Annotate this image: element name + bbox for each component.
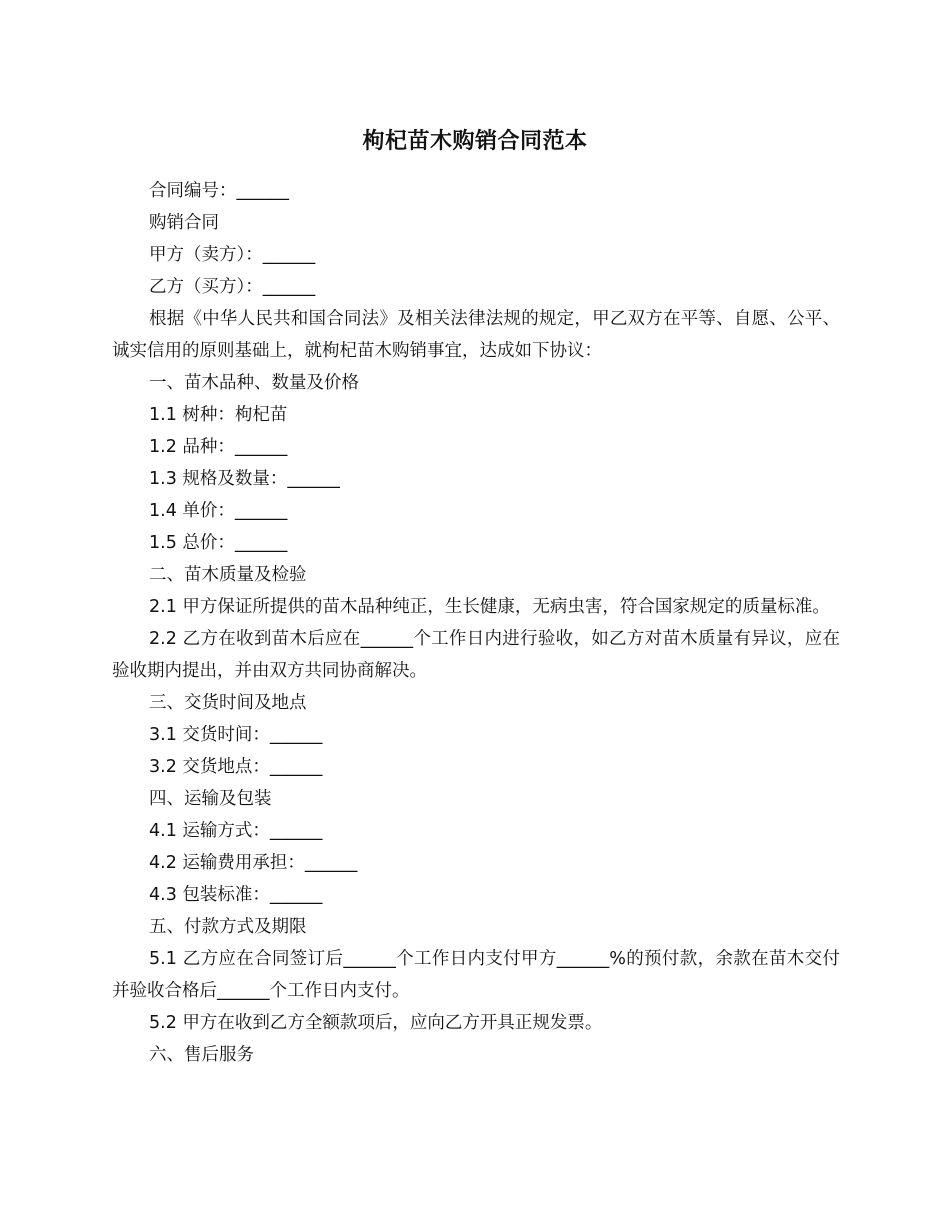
document-body	[112, 175, 840, 1071]
clause: 5.2 甲方在收到乙方全额款项后，应向乙方开具正规发票。	[149, 1013, 603, 1033]
clause: 4.1 运输方式：______	[149, 821, 323, 841]
clause: 1.2 品种：______	[149, 437, 288, 457]
clause: 3.1 交货时间：______	[149, 725, 323, 745]
section-heading: 一、苗木品种、数量及价格	[149, 373, 359, 393]
section-heading: 五、付款方式及期限	[149, 917, 307, 937]
party-b-line: 乙方（买方）：______	[149, 277, 316, 297]
clause: 1.4 单价：______	[149, 501, 288, 521]
clause: 4.2 运输费用承担：______	[149, 853, 358, 873]
clause: 4.3 包装标准：______	[149, 885, 323, 905]
party-a-line: 甲方（卖方）：______	[149, 245, 316, 265]
clause: 5.1 乙方应在合同签订后______个工作日内支付甲方______%的预付款，余款在苗木交付并验收合格后______个工作日内支付。	[112, 949, 840, 1001]
clause: 1.5 总价：______	[149, 533, 288, 553]
section-heading: 二、苗木质量及检验	[149, 565, 307, 585]
contract-type-line: 购销合同	[149, 213, 219, 233]
document-title: 枸杞苗木购销合同范本	[362, 129, 588, 154]
section-heading: 三、交货时间及地点	[149, 693, 307, 713]
clause: 2.2 乙方在收到苗木后应在______个工作日内进行验收，如乙方对苗木质量有异议，应在验收期内提出，并由双方共同协商解决。	[112, 629, 840, 681]
clause: 2.1 甲方保证所提供的苗木品种纯正，生长健康，无病虫害，符合国家规定的质量标准。	[149, 597, 830, 617]
section-heading: 四、运输及包装	[149, 789, 272, 809]
preamble-paragraph: 根据《中华人民共和国合同法》及相关法律法规的规定，甲乙双方在平等、自愿、公平、诚实信用的原则基础上，就枸杞苗木购销事宜，达成如下协议：	[112, 309, 840, 361]
section-heading: 六、售后服务	[149, 1045, 254, 1065]
contract-number-line: 合同编号：______	[149, 181, 289, 201]
clause: 1.3 规格及数量：______	[149, 469, 340, 489]
clause: 3.2 交货地点：______	[149, 757, 323, 777]
clause: 1.1 树种：枸杞苗	[149, 405, 288, 425]
